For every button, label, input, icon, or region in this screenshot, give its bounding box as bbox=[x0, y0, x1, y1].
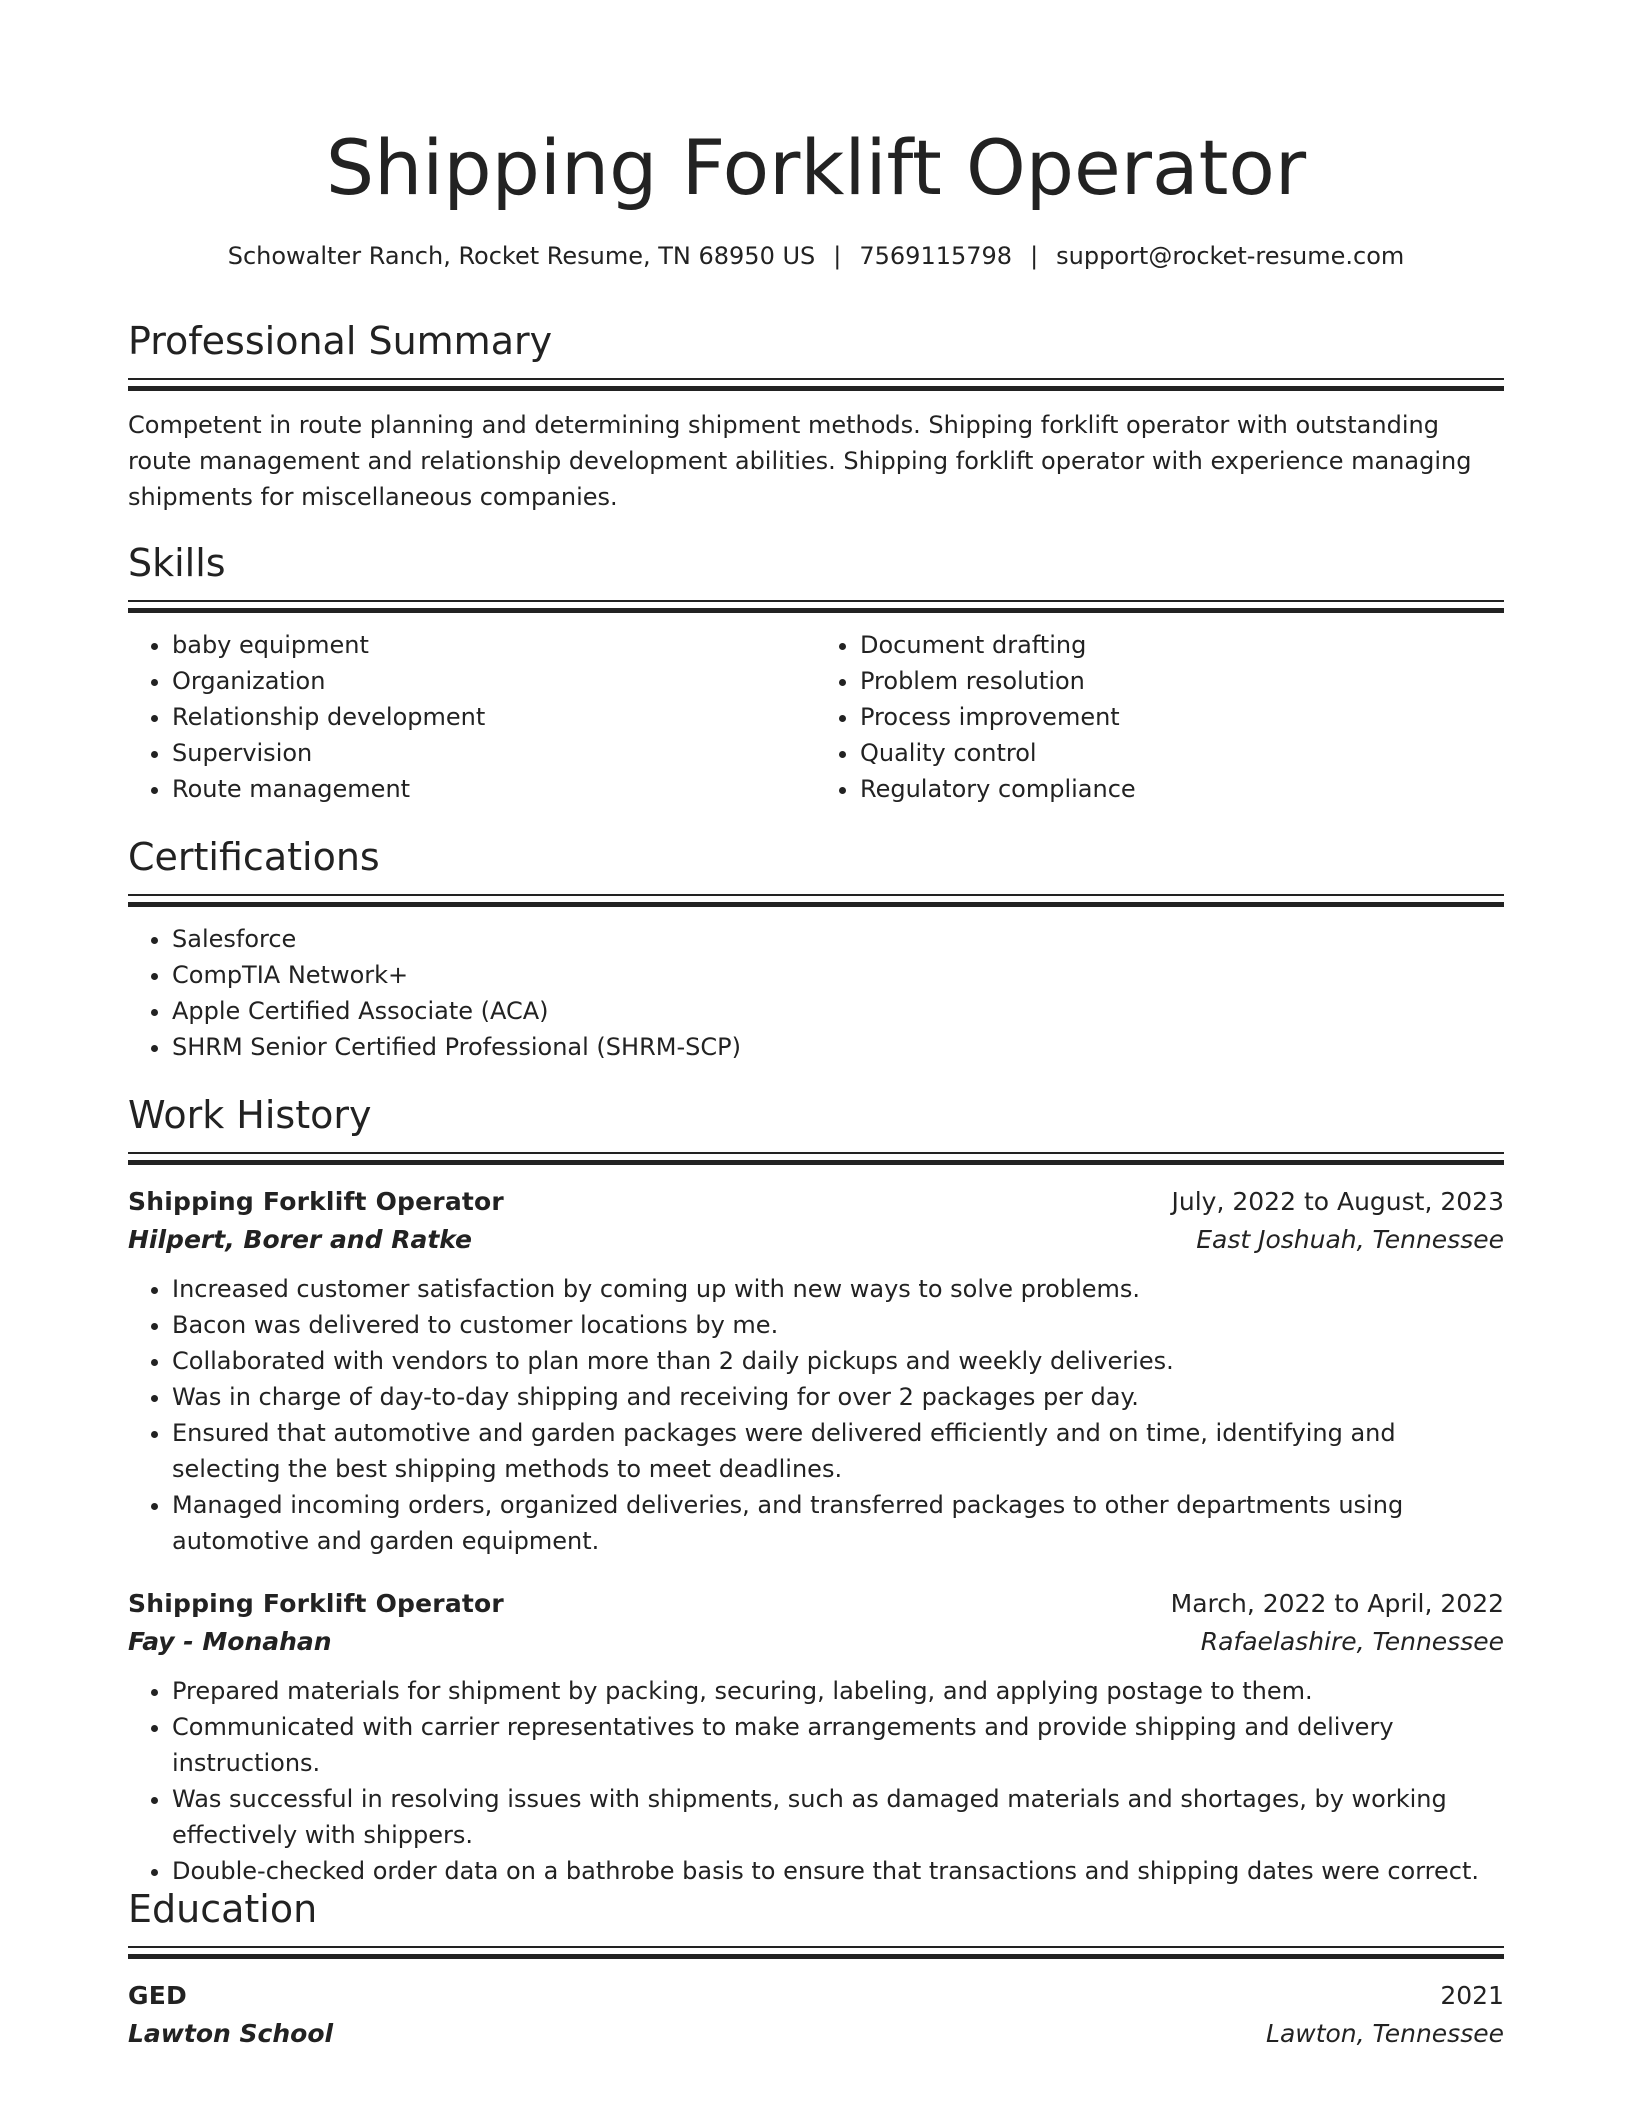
job-duty-item: • Managed incoming orders, organized deliveries, and transferred packages to other departments using automotive and garden equipment. bbox=[172, 1487, 1504, 1559]
job-duty-item: • Prepared materials for shipment by packing, securing, labeling, and applying postage to them. bbox=[172, 1673, 1504, 1709]
education-year: 2021 bbox=[1440, 1981, 1504, 2010]
job-company: Hilpert, Borer and Ratke bbox=[128, 1225, 472, 1254]
job-entry bbox=[128, 1585, 1504, 1889]
job-subheader-row bbox=[128, 1221, 1504, 1259]
contact-phone: 7569115798 bbox=[859, 242, 1013, 270]
contact-email: support@rocket-resume.com bbox=[1056, 242, 1405, 270]
education-school: Lawton School bbox=[128, 2019, 334, 2048]
section-divider bbox=[128, 1946, 1504, 1959]
skill-item: • Problem resolution bbox=[860, 663, 1504, 699]
education-header-row bbox=[128, 1977, 1504, 2015]
certification-item: • SHRM Senior Certified Professional (SHRM-SCP) bbox=[172, 1029, 1504, 1065]
skills-section bbox=[128, 538, 1504, 807]
section-divider bbox=[128, 600, 1504, 613]
job-subheader-row bbox=[128, 1623, 1504, 1661]
job-duty-item: • Was in charge of day-to-day shipping and receiving for over 2 packages per day. bbox=[172, 1379, 1504, 1415]
skill-item: • Supervision bbox=[172, 735, 816, 771]
certification-item: • CompTIA Network+ bbox=[172, 957, 1504, 993]
section-divider bbox=[128, 894, 1504, 907]
job-duty-item: • Communicated with carrier representatives to make arrangements and provide shipping and delivery instructions. bbox=[172, 1709, 1504, 1781]
job-title: Shipping Forklift Operator bbox=[128, 1589, 504, 1618]
section-title: Work History bbox=[128, 1093, 372, 1137]
job-dates: July, 2022 to August, 2023 bbox=[1171, 1187, 1504, 1216]
contact-line bbox=[128, 238, 1504, 274]
skill-item: • Relationship development bbox=[172, 699, 816, 735]
job-location: Rafaelashire, Tennessee bbox=[1200, 1627, 1504, 1656]
job-duty-item: • Double-checked order data on a bathrobe basis to ensure that transactions and shipping dates were correct. bbox=[172, 1853, 1504, 1889]
section-title: Education bbox=[128, 1887, 318, 1931]
work-history-section bbox=[128, 1090, 1504, 1889]
education-entry bbox=[128, 1977, 1504, 2053]
certifications-list bbox=[128, 921, 1504, 1065]
certification-item: • Salesforce bbox=[172, 921, 1504, 957]
job-header-row bbox=[128, 1183, 1504, 1221]
education-subheader-row bbox=[128, 2015, 1504, 2053]
resume-name: Shipping Forklift Operator bbox=[325, 123, 1307, 212]
job-dates: March, 2022 to April, 2022 bbox=[1170, 1589, 1504, 1618]
section-title: Skills bbox=[128, 541, 226, 585]
job-title: Shipping Forklift Operator bbox=[128, 1187, 504, 1216]
job-duty-item: • Increased customer satisfaction by coming up with new ways to solve problems. bbox=[172, 1271, 1504, 1307]
job-duty-item: • Was successful in resolving issues with shipments, such as damaged materials and shortages, by working effectively with shippers. bbox=[172, 1781, 1504, 1853]
skills-list-left bbox=[128, 627, 816, 807]
certification-item: • Apple Certified Associate (ACA) bbox=[172, 993, 1504, 1029]
section-title: Professional Summary bbox=[128, 319, 553, 363]
skill-item: • Document drafting bbox=[860, 627, 1504, 663]
skill-item: • Regulatory compliance bbox=[860, 771, 1504, 807]
summary-text: Competent in route planning and determining shipment methods. Shipping forklift operator with outstanding route management and relationship development abilities. Shipping forklift operator with experience managing shipments for miscellaneous companies. bbox=[128, 411, 1472, 511]
skill-item: • Process improvement bbox=[860, 699, 1504, 735]
job-header-row bbox=[128, 1585, 1504, 1623]
job-duty-item: • Bacon was delivered to customer locations by me. bbox=[172, 1307, 1504, 1343]
section-divider bbox=[128, 1152, 1504, 1165]
skill-item: • Route management bbox=[172, 771, 816, 807]
job-entry bbox=[128, 1183, 1504, 1559]
section-title: Certifications bbox=[128, 835, 380, 879]
job-duties-list bbox=[128, 1673, 1504, 1889]
skills-columns bbox=[128, 627, 1504, 807]
summary-section bbox=[128, 316, 1504, 515]
contact-separator: | bbox=[833, 242, 842, 270]
education-degree: GED bbox=[128, 1981, 187, 2010]
job-company: Fay - Monahan bbox=[128, 1627, 332, 1656]
education-location: Lawton, Tennessee bbox=[1266, 2019, 1504, 2048]
certifications-section bbox=[128, 832, 1504, 1065]
education-section bbox=[128, 1884, 1504, 2053]
contact-address: Schowalter Ranch, Rocket Resume, TN 68950 US bbox=[227, 242, 816, 270]
section-divider bbox=[128, 378, 1504, 391]
skills-list-right bbox=[816, 627, 1504, 807]
job-duties-list bbox=[128, 1271, 1504, 1559]
skill-item: • baby equipment bbox=[172, 627, 816, 663]
job-location: East Joshuah, Tennessee bbox=[1196, 1225, 1504, 1254]
contact-separator: | bbox=[1030, 242, 1039, 270]
job-duty-item: • Ensured that automotive and garden packages were delivered efficiently and on time, identifying and selecting the best shipping methods to meet deadlines. bbox=[172, 1415, 1504, 1487]
skill-item: • Quality control bbox=[860, 735, 1504, 771]
job-duty-item: • Collaborated with vendors to plan more than 2 daily pickups and weekly deliveries. bbox=[172, 1343, 1504, 1379]
skill-item: • Organization bbox=[172, 663, 816, 699]
